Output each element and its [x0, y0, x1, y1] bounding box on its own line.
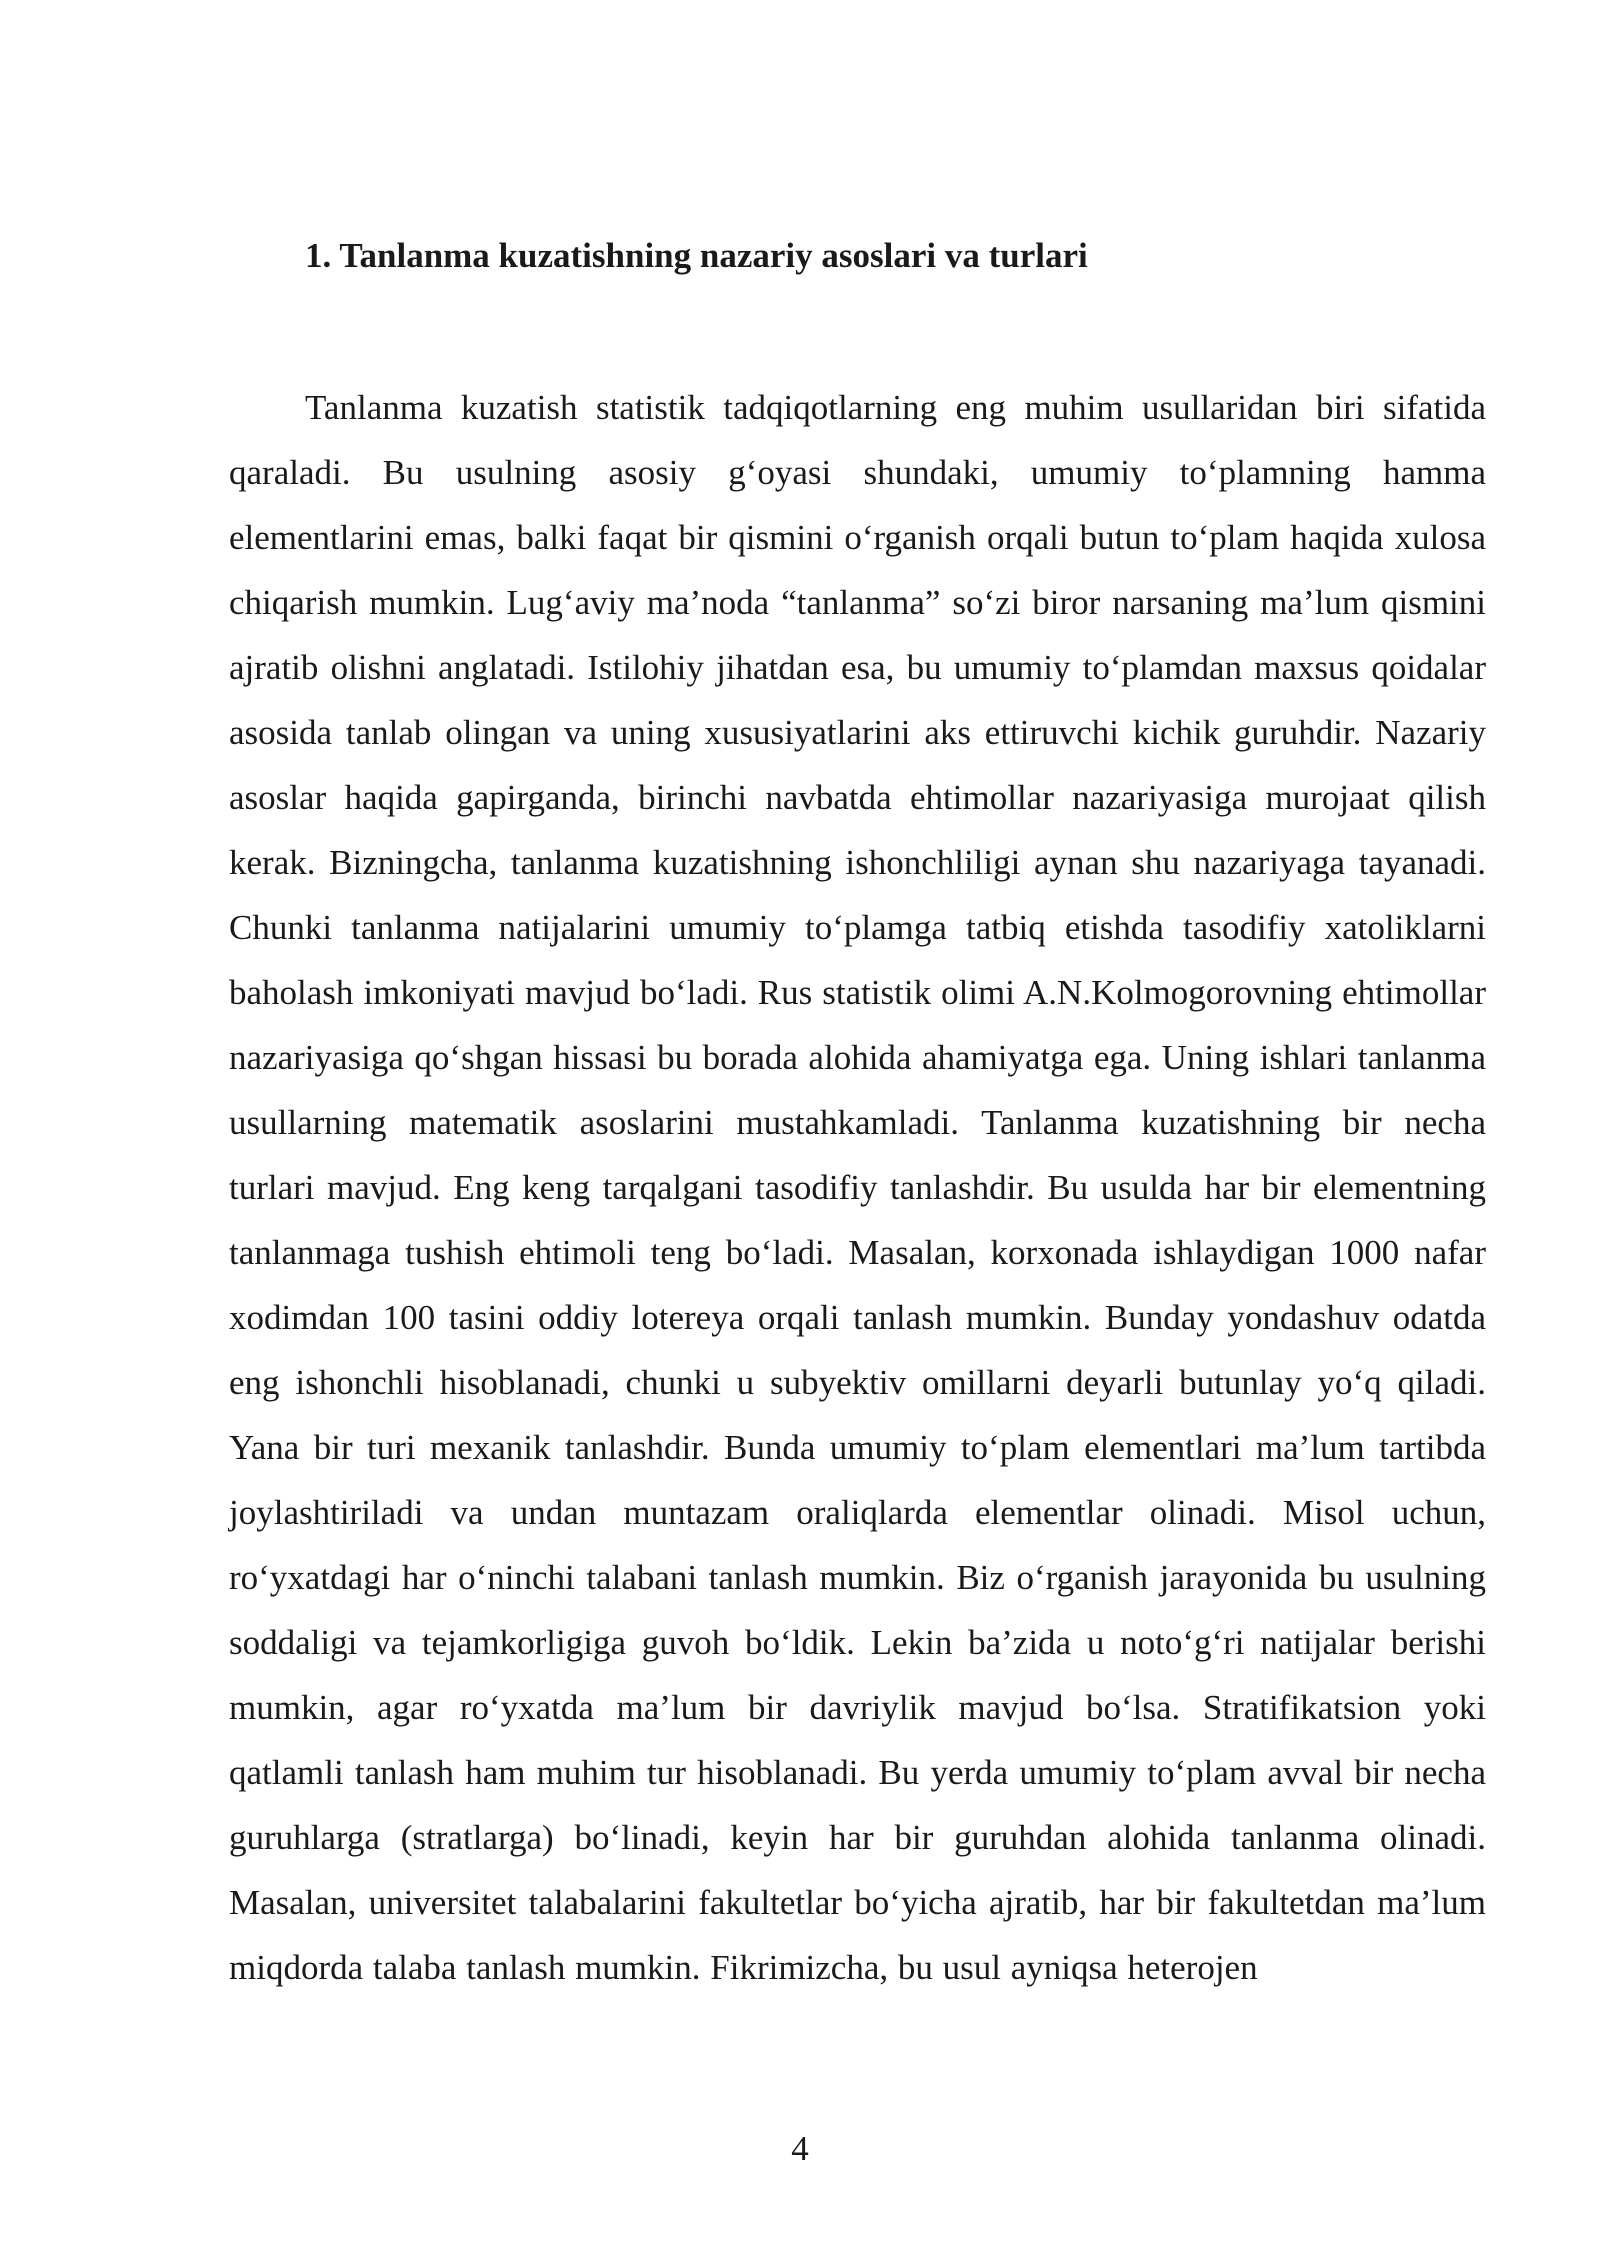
section-heading: 1. Tanlanma kuzatishning nazariy asoslari va turlari	[305, 236, 1088, 275]
page-number: 4	[791, 2129, 809, 2168]
body-paragraph: Tanlanma kuzatish statistik tadqiqotlarning eng muhim usullaridan biri sifatida qaraladi. Bu usulning asosiy g‘oyasi shundaki, umumiy to‘plamning hamma elementlarini emas, balki faqat bir qismini o‘rganish orqali butun to‘plam haqida xulosa chiqarish mumkin. Lug‘aviy ma’noda “tanlanma” so‘zi biror narsaning ma’lum qismini ajratib olishni anglatadi. Istilohiy jihatdan esa, bu umumiy to‘plamdan maxsus qoidalar asosida tanlab olingan va uning xususiyatlarini aks ettiruvchi kichik guruhdir. Nazariy asoslar haqida gapirganda, birinchi navbatda ehtimollar nazariyasiga murojaat qilish kerak. Bizningcha, tanlanma kuzatishning ishonchliligi aynan shu nazariyaga tayanadi. Chunki tanlanma natijalarini umumiy to‘plamga tatbiq etishda tasodifiy xatoliklarni baholash imkoniyati mavjud bo‘ladi. Rus statistik olimi A.N.Kolmogorovning ehtimollar nazariyasiga qo‘shgan hissasi bu borada alohida ahamiyatga ega. Uning ishlari tanlanma usullarning matematik asoslarini mustahkamladi. Tanlanma kuzatishning bir necha turlari mavjud. Eng keng tarqalgani tasodifiy tanlashdir. Bu usulda har bir elementning tanlanmaga tushish ehtimoli teng bo‘ladi. Masalan, korxonada ishlaydigan 1000 nafar xodimdan 100 tasini oddiy lotereya orqali tanlash mumkin. Bunday yondashuv odatda eng ishonchli hisoblanadi, chunki u subyektiv omillarni deyarli butunlay yo‘q qiladi. Yana bir turi mexanik tanlashdir. Bunda umumiy to‘plam elementlari ma’lum tartibda joylashtiriladi va undan muntazam oraliqlarda elementlar olinadi. Misol uchun, ro‘yxatdagi har o‘ninchi talabani tanlash mumkin. Biz o‘rganish jarayonida bu usulning soddaligi va tejamkorligiga guvoh bo‘ldik. Lekin ba’zida u noto‘g‘ri natijalar berishi mumkin, agar ro‘yxatda ma’lum bir davriylik mavjud bo‘lsa. Stratifikatsion yoki qatlamli tanlash ham muhim tur hisoblanadi. Bu yerda umumiy to‘plam avval bir necha guruhlarga (stratlarga) bo‘linadi, keyin har bir guruhdan alohida tanlanma olinadi. Masalan, universitet talabalarini fakultetlar bo‘yicha ajratib, har bir fakultetdan ma’lum miqdorda talaba tanlash mumkin. Fikrimizcha, bu usul ayniqsa heterojen	[229, 388, 1486, 1987]
